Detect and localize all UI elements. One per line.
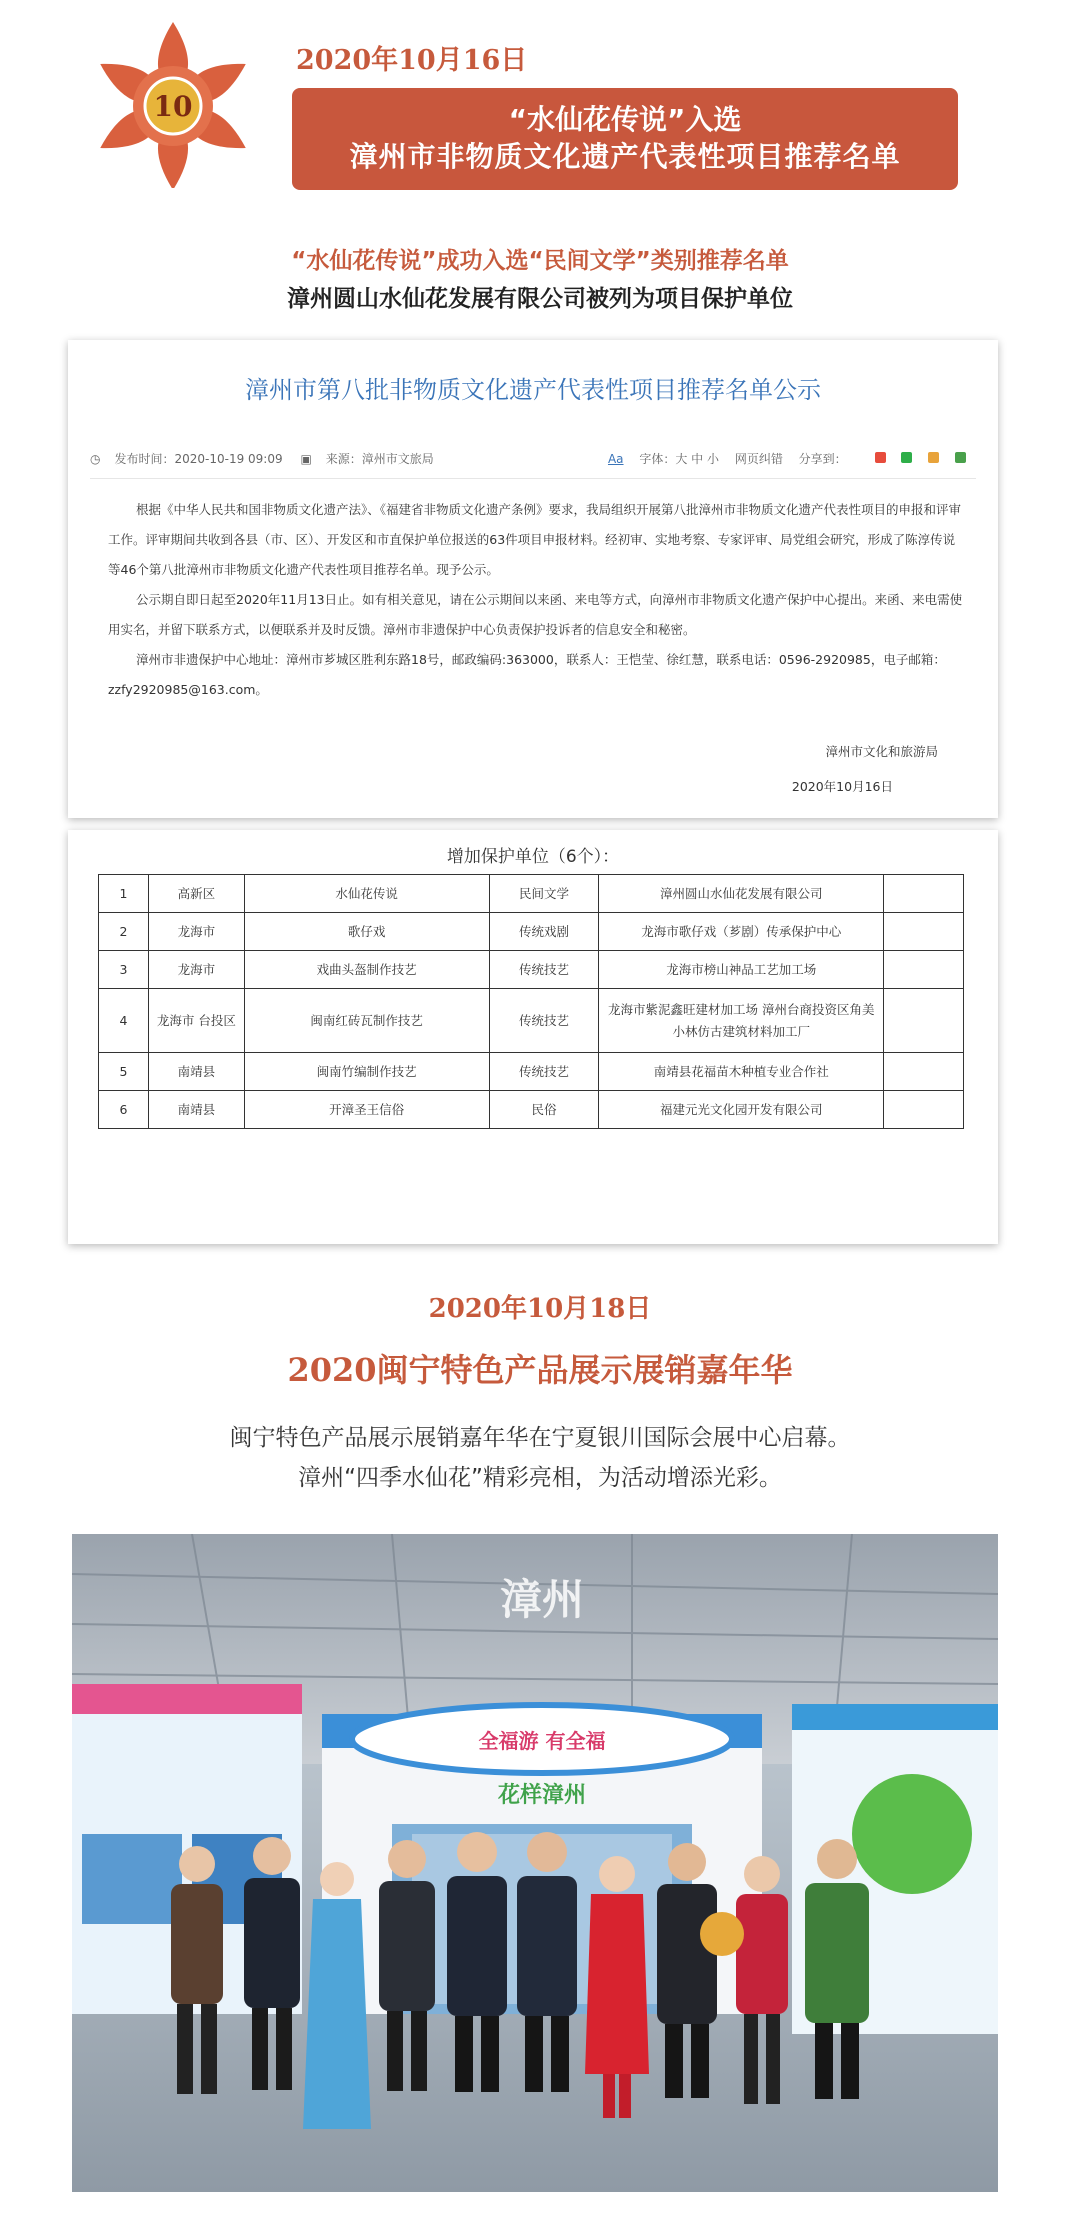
cell-unit: 漳州圆山水仙花发展有限公司 [599, 875, 884, 913]
event-description [0, 1418, 1080, 1498]
cell-area: 高新区 [148, 875, 244, 913]
cell-unit: 南靖县花福苗木种植专业合作社 [599, 1053, 884, 1091]
event-photo-illustration [72, 1534, 998, 2192]
source-icon: ▣ [300, 452, 312, 466]
notice-meta-bar [90, 450, 976, 472]
booth-sign: 全福游 有全福 [478, 1729, 606, 1753]
cell-no: 1 [99, 875, 149, 913]
publish-time: 发布时间：2020-10-19 09:09 [114, 452, 283, 466]
font-size-control[interactable]: 字体：大 中 小 [639, 452, 719, 466]
section-banner [292, 88, 958, 190]
cell-no: 3 [99, 951, 149, 989]
notice-card [68, 340, 998, 818]
banner-line-1: “水仙花传说”入选 [508, 103, 742, 136]
table-row [99, 913, 964, 951]
cell-blank [884, 989, 964, 1053]
cell-unit: 龙海市榜山神品工艺加工场 [599, 951, 884, 989]
cell-unit: 龙海市紫泥鑫旺建材加工场 漳州台商投资区角美小林仿古建筑材料加工厂 [599, 989, 884, 1053]
cell-area: 龙海市 台投区 [148, 989, 244, 1053]
cell-category: 传统技艺 [489, 989, 599, 1053]
share-icons[interactable] [863, 452, 966, 466]
cell-area: 龙海市 [148, 951, 244, 989]
source-label: 来源：漳州市文旅局 [325, 452, 434, 466]
table-row [99, 1053, 964, 1091]
notice-signer: 漳州市文化和旅游局 [825, 744, 938, 759]
weibo-icon [875, 452, 886, 463]
notice-paragraph-3: 漳州市非遗保护中心地址：漳州市芗城区胜利东路18号，邮政编码:363000，联系人：王恺莹、徐红慧，联系电话：0596-2920985，电子邮箱：zzfy2920985@163.com。 [108, 652, 946, 697]
svg-text:漳州: 漳州 [499, 1575, 585, 1624]
notice-body [108, 495, 964, 705]
cell-no: 2 [99, 913, 149, 951]
cell-blank [884, 913, 964, 951]
error-report-link[interactable]: 网页纠错 [734, 452, 783, 466]
cell-project: 开漳圣王信俗 [244, 1091, 489, 1129]
cell-category: 民俗 [489, 1091, 599, 1129]
table-row [99, 875, 964, 913]
cell-blank [884, 1053, 964, 1091]
cell-project: 水仙花传说 [244, 875, 489, 913]
table-row [99, 951, 964, 989]
cell-category: 民间文学 [489, 875, 599, 913]
cell-blank [884, 951, 964, 989]
units-table-card [68, 830, 998, 1244]
cell-no: 6 [99, 1091, 149, 1129]
wechat-icon [901, 452, 912, 463]
share-label: 分享到： [798, 452, 847, 466]
cell-blank [884, 875, 964, 913]
cell-project: 闽南竹编制作技艺 [244, 1053, 489, 1091]
cell-category: 传统技艺 [489, 951, 599, 989]
cell-no: 4 [99, 989, 149, 1053]
table-row [99, 989, 964, 1053]
subtitle-line-1: “水仙花传说”成功入选“民间文学”类别推荐名单 [291, 248, 789, 274]
section-date: 2020年10月16日 [296, 45, 528, 76]
booth-logo: 花样漳州 [497, 1783, 587, 1808]
cell-area: 南靖县 [148, 1091, 244, 1129]
table-row [99, 1091, 964, 1129]
cell-project: 歌仔戏 [244, 913, 489, 951]
units-table [98, 874, 964, 1129]
event-date: 2020年10月18日 [428, 1294, 652, 1324]
cell-area: 南靖县 [148, 1053, 244, 1091]
event-line-2: 漳州“四季水仙花”精彩亮相，为活动增添光彩。 [298, 1465, 782, 1491]
cell-blank [884, 1091, 964, 1129]
meta-divider [90, 478, 976, 479]
font-size-icon[interactable]: Aa [607, 452, 624, 466]
notice-paragraph-2: 公示期自即日起至2020年11月13日止。如有相关意见，请在公示期间以来函、来电等方式，向漳州市非物质文化遗产保护中心提出。来函、来电需使用实名，并留下联系方式，以便联系并及时反馈。漳州市非遗保护中心负责保护投诉者的信息安全和秘密。 [108, 592, 963, 637]
cell-project: 戏曲头盔制作技艺 [244, 951, 489, 989]
cell-unit: 龙海市歌仔戏（芗剧）传承保护中心 [599, 913, 884, 951]
event-headline: 2020闽宁特色产品展示展销嘉年华 [287, 1351, 793, 1389]
qzone-icon [928, 452, 939, 463]
cell-no: 5 [99, 1053, 149, 1091]
subtitle-line-2: 漳州圆山水仙花发展有限公司被列为项目保护单位 [287, 286, 793, 312]
notice-title: 漳州市第八批非物质文化遗产代表性项目推荐名单公示 [245, 376, 821, 404]
event-line-1: 闽宁特色产品展示展销嘉年华在宁夏银川国际会展中心启幕。 [229, 1425, 851, 1451]
cell-project: 闽南红砖瓦制作技艺 [244, 989, 489, 1053]
notice-paragraph-1: 根据《中华人民共和国非物质文化遗产法》、《福建省非物质文化遗产条例》要求，我局组织开展第八批漳州市非物质文化遗产代表性项目的申报和评审工作。评审期间共收到各县（市、区）、开发区和市直保护单位报送的63件项目申报材料。经初审、实地考察、专家评审、局党组会研究，形成了陈淳传说等46个第八批漳州市非物质文化遗产代表性项目推荐名单。现予公示。 [108, 502, 962, 577]
units-table-title: 增加保护单位（6个）： [446, 847, 620, 867]
section-number: 10 [153, 90, 193, 123]
flower-number-badge [78, 18, 268, 188]
cell-category: 传统技艺 [489, 1053, 599, 1091]
notice-sign-date: 2020年10月16日 [791, 779, 893, 794]
cell-unit: 福建元光文化园开发有限公司 [599, 1091, 884, 1129]
cell-category: 传统戏剧 [489, 913, 599, 951]
share-more-icon [955, 452, 966, 463]
cell-area: 龙海市 [148, 913, 244, 951]
clock-icon: ◷ [90, 452, 101, 466]
banner-line-2: 漳州市非物质文化遗产代表性项目推荐名单 [349, 140, 901, 173]
event-photo [72, 1534, 998, 2192]
